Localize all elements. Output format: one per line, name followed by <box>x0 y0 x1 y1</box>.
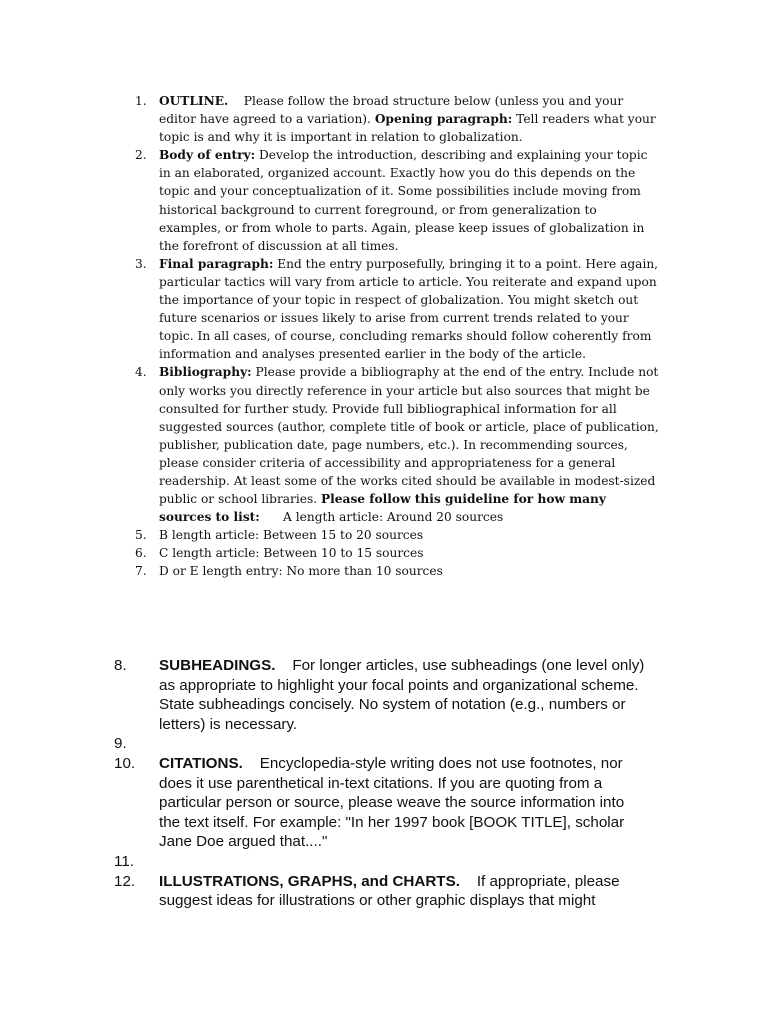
body-text: For longer articles, use subheadings (one level only) as appropriate to highlight your focal points and organizational scheme. State subheadings concisely. No system of notation (e.g., numbers or letters) is necessary. <box>159 657 649 733</box>
bold-heading-text: ILLUSTRATIONS, GRAPHS, and CHARTS. <box>159 872 460 890</box>
body-text: Please provide a bibliography at the end of the entry. Include not only works you directly reference in your article but also sources that might be consulted for further study. Provide full bibliographical information for all suggested sources (author, complete title of book or article, place of publication, publisher, publication date, page numbers, etc.). In recommending sources, please consider criteria of accessibility and appropriateness for a general readership. At least some of the works cited should be available in modest-sized public or school libraries. <box>159 365 663 507</box>
guideline-item-2 <box>0 146 768 255</box>
bold-heading-text: Opening paragraph: <box>374 112 513 127</box>
item-text <box>159 564 443 578</box>
section-item-3 <box>0 754 768 852</box>
additional-guidelines-list <box>0 656 768 911</box>
bold-heading-text: Body of entry: <box>159 148 256 163</box>
item-number: 8. <box>114 657 127 674</box>
section-item-4 <box>0 852 768 872</box>
guideline-item-7 <box>0 562 768 580</box>
item-number: 4. <box>135 365 147 380</box>
guideline-item-1 <box>0 92 768 146</box>
item-text <box>159 755 628 850</box>
item-text <box>159 257 662 361</box>
item-text <box>159 546 423 560</box>
item-number: 10. <box>114 754 136 772</box>
item-number: 9. <box>114 735 127 753</box>
section-item-5 <box>0 872 768 911</box>
body-text: B length article: Between 15 to 20 sources <box>159 528 424 543</box>
item-number: 5. <box>135 528 147 543</box>
bold-heading-text: Final paragraph: <box>159 256 274 271</box>
item-text <box>159 94 660 144</box>
body-text: Develop the introduction, describing and explaining your topic in an elaborated, organized account. Exactly how you do this depends on the topic and your conceptualization of it. Some possibilities include moving from historical background to current foreground, or from generalization to examples, or from whole to parts. Again, please keep issues of globalization in the forefront of discussion at all times. <box>159 148 652 253</box>
body-text: End the entry purposefully, bringing it to a point. Here again, particular tactics will vary from article to article. You reiterate and expand upon the importance of your topic in respect of globalization. You might sketch out future scenarios or issues likely to arise from current trends related to your topic. In all cases, of course, concluding remarks should follow coherently from information and analyses presented earlier in the body of the article. <box>159 256 662 362</box>
guideline-item-5 <box>0 526 768 544</box>
item-text <box>159 657 649 733</box>
item-number: 7. <box>135 564 147 579</box>
guideline-item-3 <box>0 255 768 364</box>
item-text <box>159 735 163 752</box>
section-item-1 <box>0 656 768 734</box>
body-text: If appropriate, please suggest ideas for illustrations or other graphic displays that might <box>159 872 624 910</box>
bold-heading-text: Bibliography: <box>159 365 252 380</box>
item-text <box>159 528 423 542</box>
bold-heading-text: CITATIONS. <box>159 754 243 772</box>
item-text <box>159 365 663 524</box>
body-text: Encyclopedia-style writing does not use footnotes, nor does it use parenthetical in-text citations. If you are quoting from a particular person or source, please weave the source information into the text itself. For example: "In her 1997 book [BOOK TITLE], scholar Jane Doe argued that...." <box>159 754 629 851</box>
item-number: 1. <box>135 94 147 108</box>
body-text: A length article: Around 20 sources <box>259 510 504 525</box>
section-item-2 <box>0 734 768 754</box>
bold-heading-text: OUTLINE. <box>159 94 229 108</box>
item-number: 6. <box>135 546 147 561</box>
item-text <box>159 148 651 252</box>
item-number: 11. <box>114 852 134 870</box>
body-text: Tell readers what your topic is and why it is important in relation to globalization. <box>159 112 660 145</box>
item-number: 12. <box>114 872 136 890</box>
body-text: D or E length entry: No more than 10 sources <box>159 564 443 579</box>
body-text: C length article: Between 10 to 15 sources <box>159 546 424 561</box>
item-number: 2. <box>135 148 147 163</box>
guideline-item-6 <box>0 544 768 562</box>
numbered-guidelines-list <box>0 92 768 581</box>
bold-heading-text: Please follow this guideline for how many sources to list: <box>159 492 611 525</box>
item-text <box>159 853 163 870</box>
item-text <box>159 873 624 910</box>
guideline-item-4 <box>0 363 768 526</box>
item-number: 3. <box>135 256 147 271</box>
bold-heading-text: SUBHEADINGS. <box>159 657 276 674</box>
body-text: Please follow the broad structure below (unless you and your editor have agreed to a variation). <box>159 94 628 127</box>
